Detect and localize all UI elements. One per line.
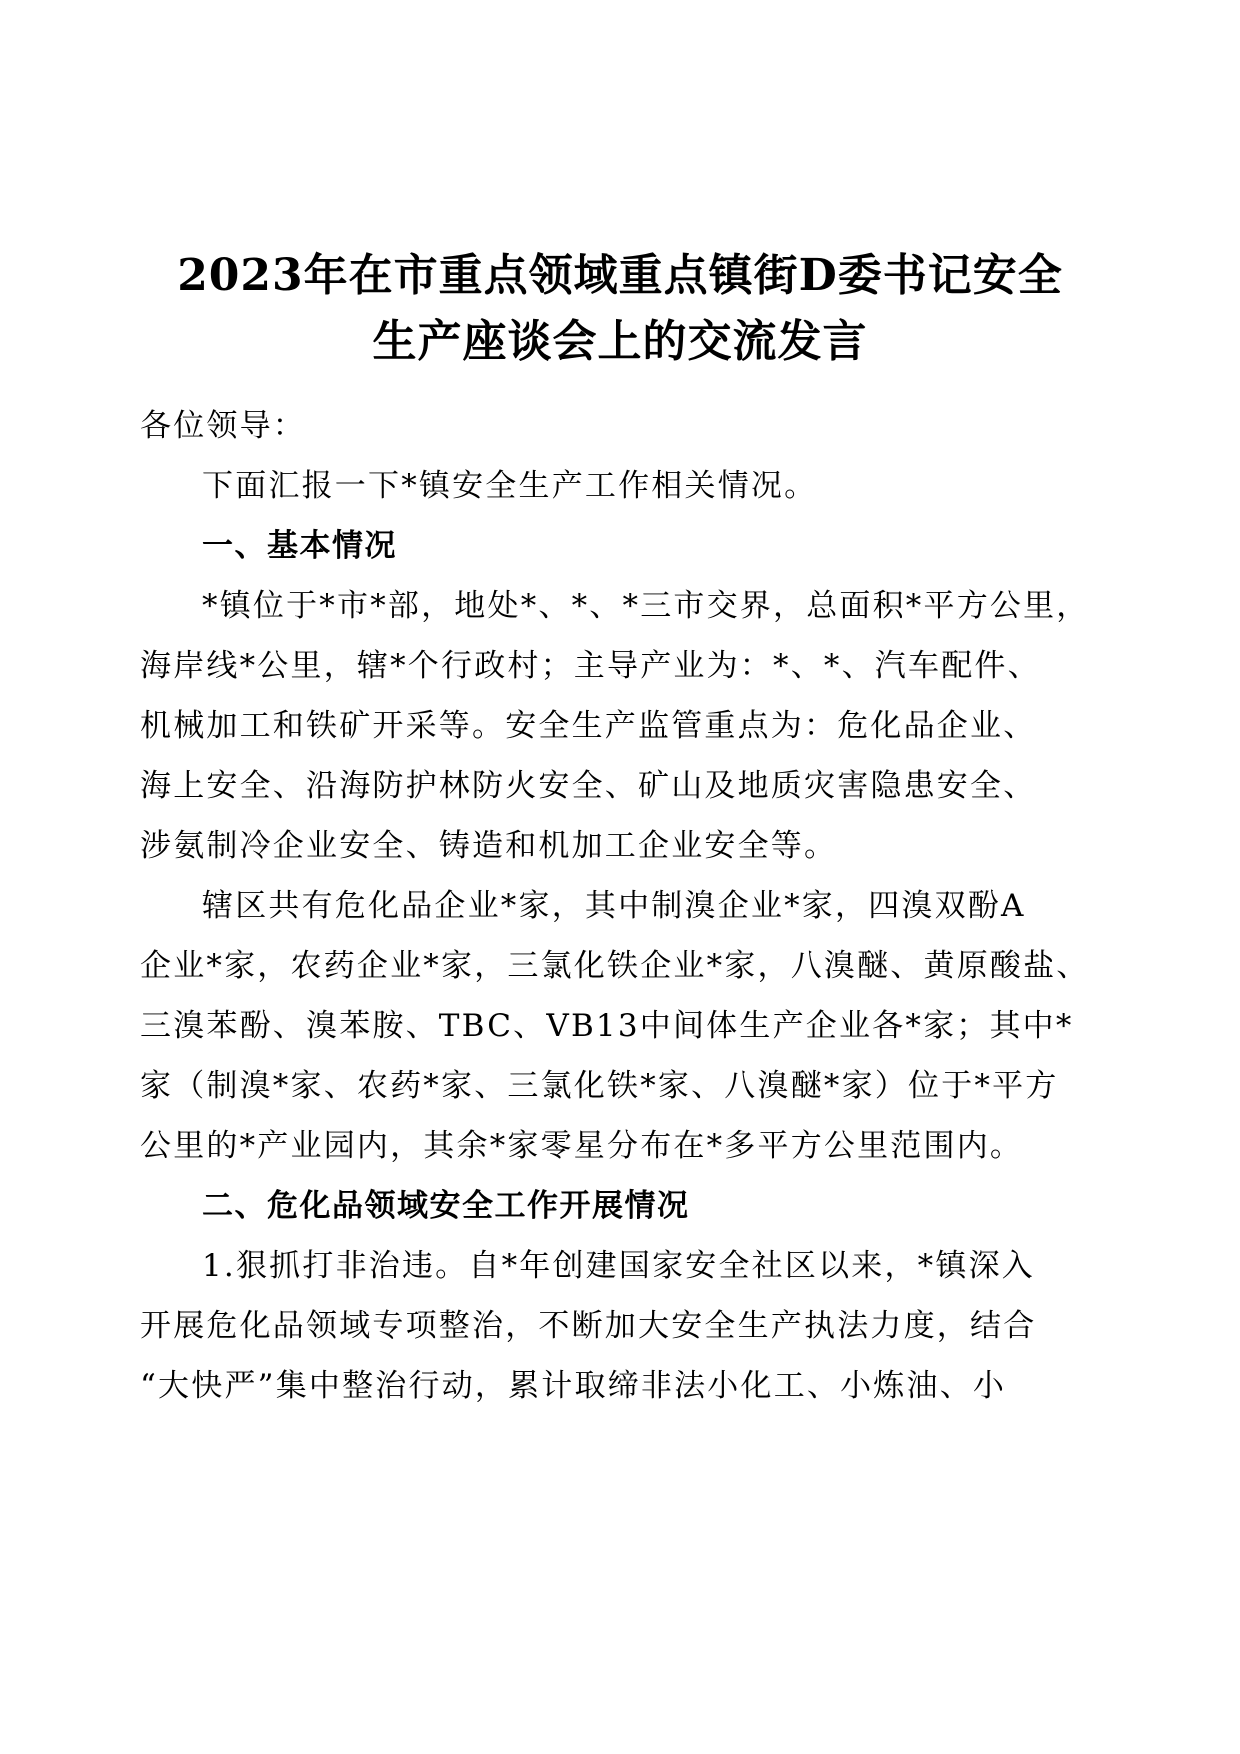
paragraph-line: 机械加工和铁矿开采等。安全生产监管重点为：危化品企业、 (140, 708, 1037, 744)
document-title-line-2: 生产座谈会上的交流发言 (372, 316, 868, 367)
paragraph-line: 海上安全、沿海防护林防火安全、矿山及地质灾害隐患安全、 (140, 768, 1037, 804)
salutation: 各位领导： (140, 408, 306, 444)
paragraph-line: 公里的*产业园内，其余*家零星分布在*多平方公里范围内。 (140, 1128, 1024, 1164)
document-title-line-1: 2023年在市重点领域重点镇街D委书记安全 (177, 250, 1063, 301)
paragraph-line: 海岸线*公里，辖*个行政村；主导产业为：*、*、汽车配件、 (140, 648, 1041, 684)
paragraph-line: 1.狠抓打非治违。自*年创建国家安全社区以来，*镇深入 (202, 1248, 1035, 1284)
intro-paragraph: 下面汇报一下*镇安全生产工作相关情况。 (202, 468, 818, 504)
section-heading-2: 二、危化品领域安全工作开展情况 (202, 1188, 690, 1224)
paragraph-line: 家（制溴*家、农药*家、三氯化铁*家、八溴醚*家）位于*平方 (140, 1068, 1059, 1104)
paragraph-line: *镇位于*市*部，地处*、*、*三市交界，总面积*平方公里， (202, 588, 1090, 624)
paragraph-line: 企业*家，农药企业*家，三氯化铁企业*家，八溴醚、黄原酸盐、 (140, 948, 1090, 984)
paragraph-line: 三溴苯酚、溴苯胺、TBC、VB13中间体生产企业各*家；其中* (140, 1008, 1074, 1044)
paragraph-line: 开展危化品领域专项整治，不断加大安全生产执法力度，结合 (140, 1308, 1037, 1344)
paragraph-line: “大快严”集中整治行动，累计取缔非法小化工、小炼油、小 (140, 1368, 1007, 1404)
paragraph-line: 涉氨制冷企业安全、铸造和机加工企业安全等。 (140, 828, 838, 864)
section-heading-1: 一、基本情况 (202, 528, 397, 564)
paragraph-line: 辖区共有危化品企业*家，其中制溴企业*家，四溴双酚A (202, 888, 1026, 924)
